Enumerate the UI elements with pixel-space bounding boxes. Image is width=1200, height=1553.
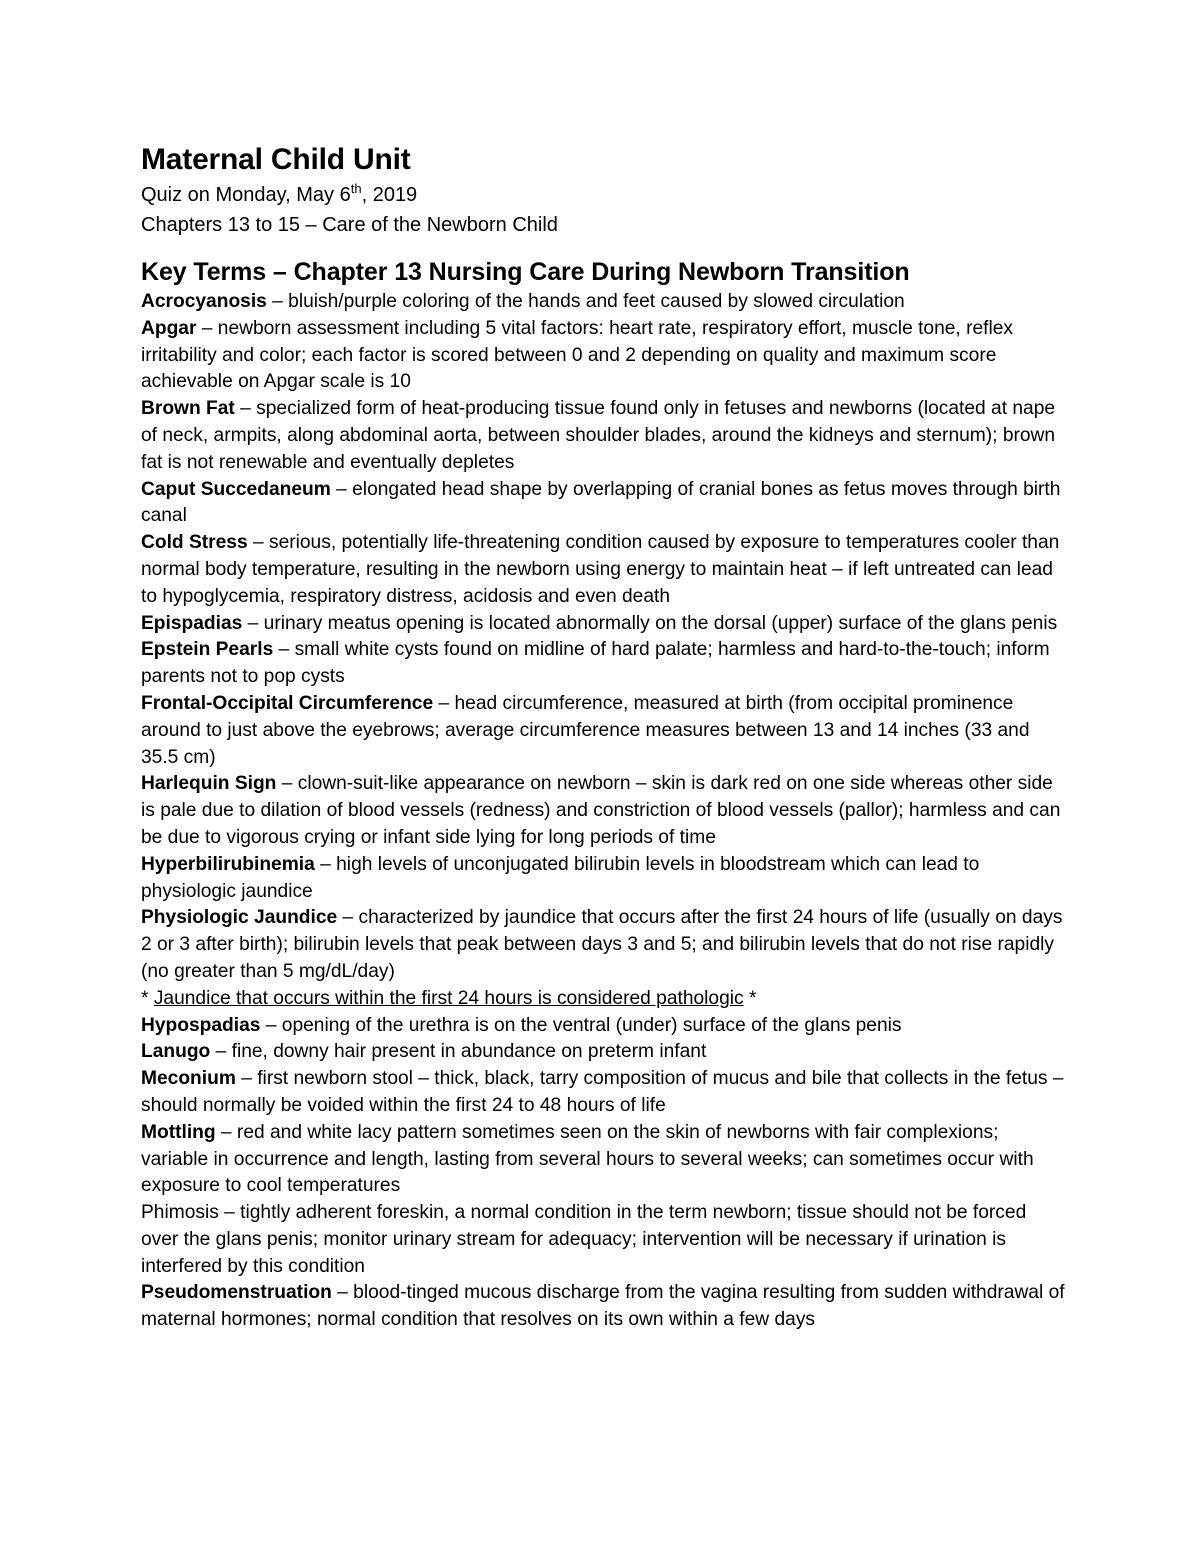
term-name: Epstein Pearls [141, 639, 274, 661]
term-name: Mottling [141, 1121, 216, 1143]
term-definition: – clown-suit-like appearance on newborn – skin is dark red on one side whereas other side is pale due to dilation of blood vessels (redness) and constriction of blood vessels (pallor); harmless and can be due to vigorous crying or infant side lying for long periods of time [141, 773, 1061, 848]
term-definition: – blood-tinged mucous discharge from the vagina resulting from sudden withdrawal of maternal hormones; normal condition that resolves on its own within a few days [141, 1282, 1065, 1331]
term-name: Physiologic Jaundice [141, 907, 338, 929]
term-name: Meconium [141, 1068, 236, 1090]
term-definition: – bluish/purple coloring of the hands and feet caused by slowed circulation [266, 291, 905, 312]
term-name: Cold Stress [141, 532, 248, 554]
key-terms-list [141, 289, 1066, 1334]
term-entry [141, 530, 1066, 610]
term-definition: – newborn assessment including 5 vital factors: heart rate, respiratory effort, muscle tone, reflex irritability and color; each factor is scored between 0 and 2 depending on quality and maximum score achievable on Apgar scale is 10 [141, 317, 1014, 393]
quiz-date-prefix: Quiz on Monday, May 6 [141, 184, 351, 206]
term-name: Epispadias [141, 612, 243, 634]
term-definition: – serious, potentially life-threatening condition caused by exposure to temperatures cooler than normal body temperature, resulting in the newborn using energy to maintain heat – if left untreated can lead to hypoglycemia, respiratory distress, acidosis and even death [141, 532, 1060, 607]
term-definition: – opening of the urethra is on the ventral (under) surface of the glans penis [260, 1014, 902, 1036]
term-name: Acrocyanosis [141, 291, 267, 312]
term-definition: – head circumference, measured at birth (from occipital prominence around to just above the eyebrows; average circumference measures between 13 and 14 inches (33 and 35.5 cm) [141, 692, 1030, 768]
term-name: Harlequin Sign [141, 773, 277, 795]
term-entry [141, 611, 1066, 638]
term-entry [141, 1280, 1066, 1334]
term-entry [141, 1066, 1066, 1120]
term-name: Pseudomenstruation [141, 1282, 332, 1304]
term-entry [141, 771, 1066, 851]
document-content [141, 140, 1066, 1334]
term-name: Brown Fat [141, 398, 235, 420]
note-star-close: * [743, 987, 757, 1009]
term-entry [141, 396, 1066, 476]
term-name: Frontal-Occipital Circumference [141, 692, 434, 714]
term-definition: – elongated head shape by overlapping of cranial bones as fetus moves through birth canal [141, 478, 1061, 527]
term-definition: – first newborn stool – thick, black, tarry composition of mucus and bile that collects in the fetus – should normally be voided within the first 24 to 48 hours of life [141, 1068, 1064, 1116]
term-definition: – small white cysts found on midline of hard palate; harmless and hard-to-the-touch; inform parents not to pop cysts [141, 639, 1050, 688]
term-entry [141, 852, 1066, 906]
quiz-date-line [141, 180, 1066, 210]
term-entry [141, 289, 1066, 316]
pathologic-jaundice-note [141, 986, 1066, 1013]
document-title: Maternal Child Unit [141, 143, 411, 176]
quiz-date-superscript: th [350, 181, 362, 196]
note-text: Jaundice that occurs within the first 24 hours is considered pathologic [153, 987, 744, 1009]
section-heading: Key Terms – Chapter 13 Nursing Care During Newborn Transition [141, 258, 910, 286]
term-entry [141, 316, 1066, 396]
phimosis-entry: Phimosis – tightly adherent foreskin, a normal condition in the term newborn; tissue should not be forced over the glans penis; monitor urinary stream for adequacy; intervention will be necessary if urination is interfered by this condition [141, 1202, 1027, 1277]
quiz-date-suffix: , 2019 [361, 184, 418, 206]
term-entry [141, 1013, 1066, 1040]
term-entry [141, 905, 1066, 985]
term-entry [141, 637, 1066, 691]
term-name: Apgar [141, 317, 197, 339]
term-entry [141, 1039, 1066, 1066]
term-entry [141, 477, 1066, 531]
chapters-line: Chapters 13 to 15 – Care of the Newborn Child [141, 214, 558, 236]
term-entry [141, 1120, 1066, 1200]
term-definition: – urinary meatus opening is located abnormally on the dorsal (upper) surface of the glans penis [242, 612, 1058, 634]
term-definition: – specialized form of heat-producing tissue found only in fetuses and newborns (located at nape of neck, armpits, along abdominal aorta, between shoulder blades, around the kidneys and sternum); brown fat is not renewable and eventually depletes [141, 398, 1056, 473]
term-name: Caput Succedaneum [141, 478, 331, 500]
term-definition: – fine, downy hair present in abundance on preterm infant [210, 1041, 707, 1063]
term-entry [141, 691, 1066, 771]
term-definition: – red and white lacy pattern sometimes seen on the skin of newborns with fair complexions; variable in occurrence and length, lasting from several hours to several weeks; can sometimes occur with exposure to cool temperatures [141, 1121, 1034, 1197]
note-star-open: * [141, 987, 154, 1009]
term-definition: – high levels of unconjugated bilirubin levels in bloodstream which can lead to physiologic jaundice [141, 853, 980, 902]
term-definition: – characterized by jaundice that occurs after the first 24 hours of life (usually on days 2 or 3 after birth); bilirubin levels that peak between days 3 and 5; and bilirubin levels that do not rise rapidly (no greater than 5 mg/dL/day) [141, 907, 1063, 982]
term-name: Hypospadias [141, 1014, 261, 1036]
term-name: Hyperbilirubinemia [141, 853, 315, 875]
term-name: Lanugo [141, 1041, 211, 1063]
